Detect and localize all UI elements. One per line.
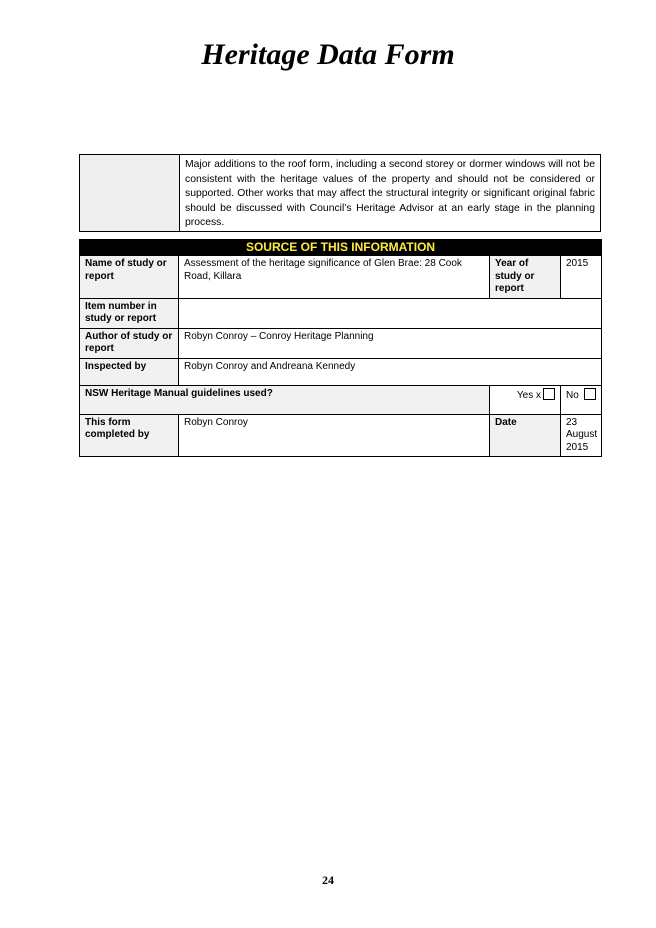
guideline-text: Major additions to the roof form, including a second storey or dormer windows will not be consistent with the heritage values of the property and should not be considered or supported. Other works that may affect the structural integrity or significant original fabric should be discussed with Council’s Heritage Advisor at an early stage in the planning process. [180, 155, 601, 232]
inspected-label: Inspected by [80, 358, 179, 385]
item-number-value [179, 298, 602, 328]
page-title: Heritage Data Form [201, 38, 455, 71]
completed-by-value: Robyn Conroy [179, 414, 490, 457]
year-label: Year of study or report [490, 256, 561, 299]
name-value: Assessment of the heritage significance of Glen Brae: 28 Cook Road, Killara [179, 256, 490, 299]
no-checkbox[interactable] [584, 388, 596, 400]
source-info-table [79, 239, 602, 457]
nsw-guidelines-label: NSW Heritage Manual guidelines used? [80, 385, 490, 414]
page-number: 24 [322, 873, 334, 887]
guideline-table [79, 154, 601, 232]
date-value: 23 August 2015 [561, 414, 602, 457]
guideline-label-cell [80, 155, 180, 232]
item-number-label: Item number in study or report [80, 298, 179, 328]
year-value: 2015 [561, 256, 602, 299]
source-header: SOURCE OF THIS INFORMATION [80, 240, 602, 256]
author-value: Robyn Conroy – Conroy Heritage Planning [179, 328, 602, 358]
nsw-yes-cell [490, 385, 561, 414]
yes-checkbox[interactable] [543, 388, 555, 400]
name-label: Name of study or report [80, 256, 179, 299]
yes-label: Yes x [516, 389, 541, 401]
inspected-value: Robyn Conroy and Andreana Kennedy [179, 358, 602, 385]
completed-by-label: This form completed by [80, 414, 179, 457]
date-label: Date [490, 414, 561, 457]
nsw-no-cell [561, 385, 602, 414]
no-label: No [566, 389, 579, 401]
author-label: Author of study or report [80, 328, 179, 358]
